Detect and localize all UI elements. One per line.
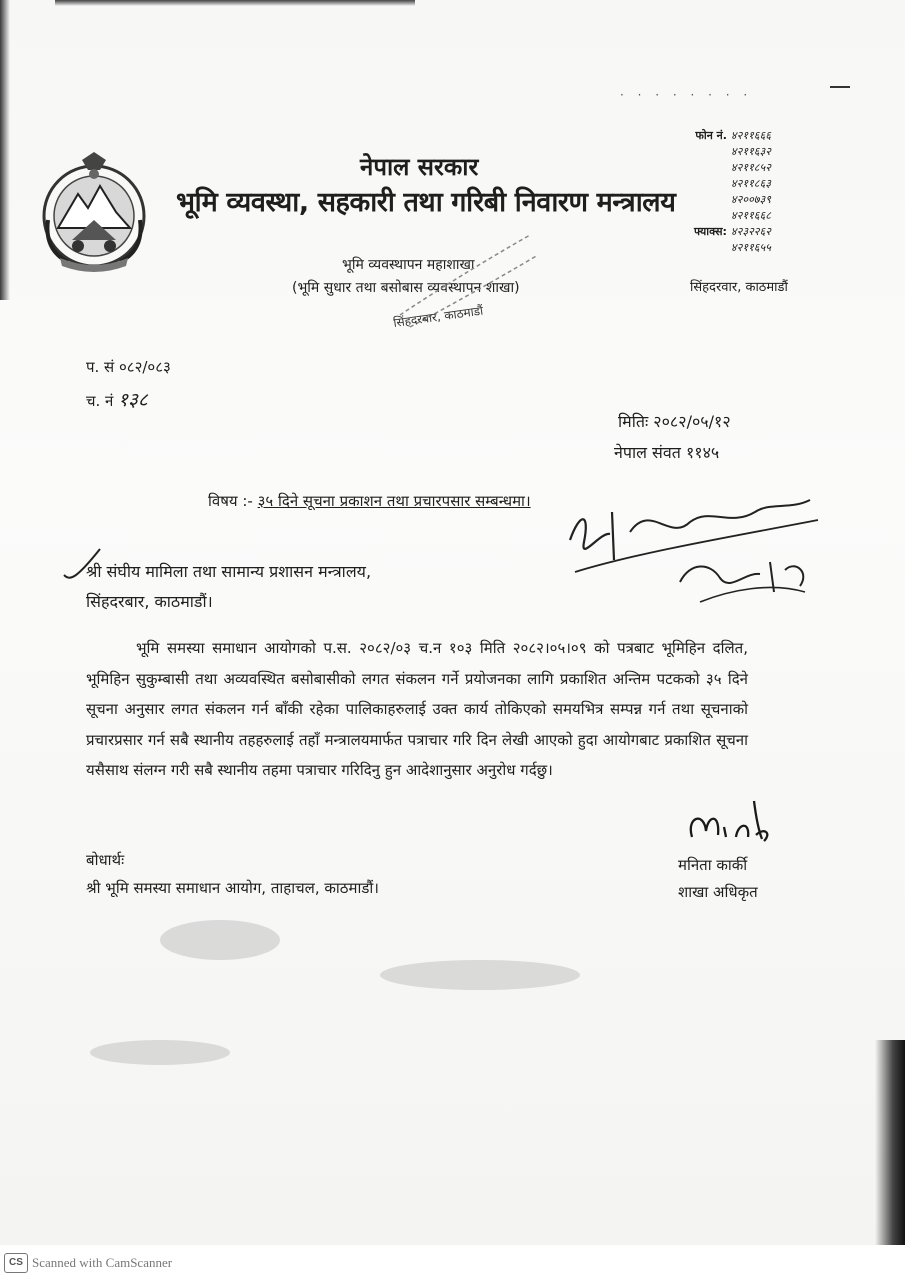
phone-row [694, 144, 807, 160]
government-title: नेपाल सरकार [360, 153, 479, 181]
fax-number: ४२३२२६२ [730, 225, 771, 238]
chalani-label: च. नं [86, 392, 114, 410]
scan-noise [90, 1040, 230, 1065]
contact-block [694, 128, 807, 256]
phone-row [694, 192, 807, 208]
letter-date: मितिः २०८२/०५/१२ [618, 412, 731, 431]
phone-number: ४२११६३२ [730, 145, 771, 158]
phone-label: फोन नं. [695, 129, 727, 142]
section-name: (भूमि सुधार तथा बसोबास व्यवस्थापन शाखा) [292, 280, 520, 296]
cc-recipient: श्री भूमि समस्या समाधान आयोग, ताहाचल, काठमाडौं। [86, 879, 379, 897]
phone-number: ४२११८५२ [730, 161, 771, 174]
svg-text:सिंहदरबार, काठमाडौं: सिंहदरबार, काठमाडौं [392, 303, 485, 330]
scan-shadow-top [55, 0, 415, 6]
scan-shadow-left [0, 0, 10, 300]
chalani-number [86, 386, 148, 412]
phone-row [694, 160, 807, 176]
fax-label: फ्याक्स: [694, 225, 727, 238]
office-address: सिंहदरवार, काठमाडौं [690, 280, 788, 295]
office-stamp-icon [380, 215, 540, 330]
signer-name: मनिता कार्की [678, 856, 748, 874]
chalani-value: १३८ [118, 389, 148, 411]
fax-number: ४२११६५५ [730, 241, 771, 254]
scan-dashes: · · · · · · · · [620, 88, 753, 102]
recipient-line-1: श्री संघीय मामिला तथा सामान्य प्रशासन मन्त्रालय, [86, 562, 372, 581]
department-name: भूमि व्यवस्थापन महाशाखा [342, 257, 475, 273]
nepal-sambat-date: नेपाल संवत ११४५ [614, 443, 720, 462]
scan-noise [160, 920, 280, 960]
ministry-title: भूमि व्यवस्था, सहकारी तथा गरिबी निवारण मन्त्रालय [176, 187, 676, 218]
nepal-emblem-icon [38, 150, 150, 275]
phone-number: ४२११६६८ [730, 209, 771, 222]
scan-noise [380, 960, 580, 990]
subject-text: ३५ दिने सूचना प्रकाशन तथा प्रचारपसार सम्बन्धमा। [257, 492, 531, 510]
fax-row [694, 240, 807, 256]
phone-number: ४२००७३९ [730, 193, 771, 206]
phone-number: ४२११६६६ [730, 129, 771, 142]
subject-line [208, 491, 531, 511]
letter-body: भूमि समस्या समाधान आयोगको प.स. २०८२/०३ च.न १०३ मिति २०८२।०५।०९ को पत्रबाट भूमिहिन दलित, भूमिहिन सुकुम्बासी तथा अव्यवस्थित बसोबासीको लगत संकलन गर्ने प्रयोजनका लागि प्रकाशित अन्तिम पटकको ३५ दिने सूचना अनुसार लगत संकलन गर्न बाँकी रहेका पालिकाहरुलाई उक्त कार्य तोकिएको समयभित्र सम्पन्न गर्न तथा सूचनाको प्रचारप्रसार गर्न सबै स्थानीय तहहरुलाई तहाँ मन्त्रालयमार्फत पत्राचार गरि दिन लेखी आएको हुदा आयोगबाट प्रकाशित सूचना यसैसाथ संलग्न गरी सबै स्थानीय तहमा पत्राचार गरिदिनु हुन आदेशानुसार अनुरोध गर्दछु। [86, 639, 748, 779]
camscanner-badge: CS [4, 1253, 28, 1273]
camscanner-watermark: Scanned with CamScanner [32, 1255, 173, 1270]
phone-row [694, 208, 807, 224]
scan-shadow-right [875, 1040, 905, 1250]
phone-row [694, 176, 807, 192]
cc-label: बोधार्थः [86, 851, 125, 869]
subject-label: विषय :- [208, 492, 253, 510]
fax-row [694, 224, 807, 240]
scan-mark [830, 86, 850, 88]
handwritten-annotation-icon [560, 482, 825, 607]
signature-icon [684, 797, 774, 847]
phone-row [694, 128, 807, 144]
phone-number: ४२११८६३ [730, 177, 771, 190]
patra-sankhya: प. सं ०८२/०८३ [86, 358, 171, 376]
signer-title: शाखा अधिकृत [678, 883, 758, 901]
recipient-line-2: सिंहदरबार, काठमाडौं। [86, 592, 213, 611]
